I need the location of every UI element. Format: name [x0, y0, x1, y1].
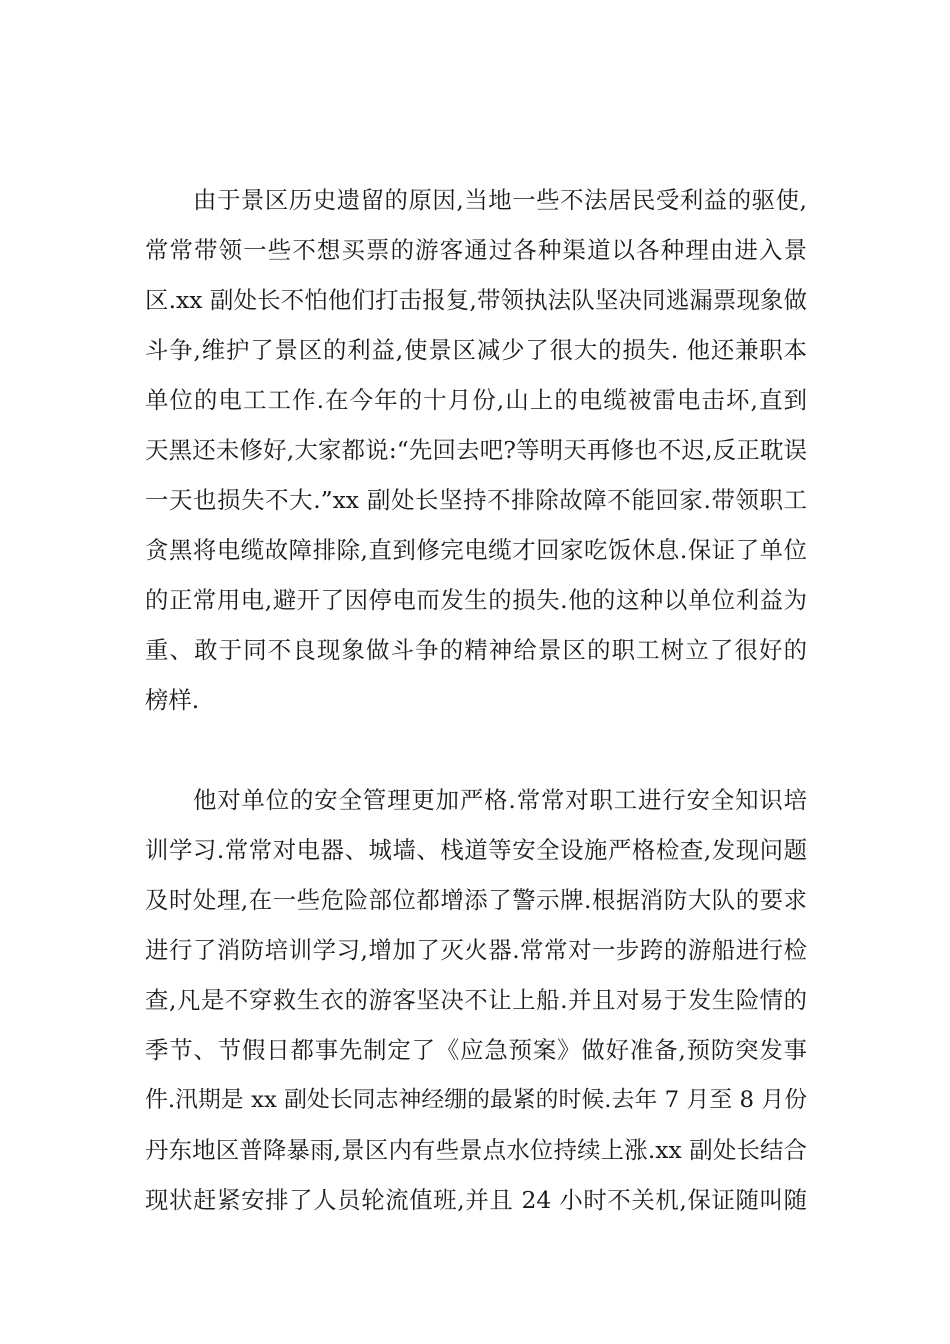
text-line: 榜样.	[145, 686, 200, 714]
text-line: 天黑还未修好,大家都说:“先回去吧?等明天再修也不迟,反正耽误	[145, 436, 807, 464]
text-line: 进行了消防培训学习,增加了灭火器.常常对一步跨的游船进行检	[145, 936, 807, 964]
text-line: 季节、节假日都事先制定了《应急预案》做好准备,预防突发事	[145, 1036, 807, 1064]
text-line: 单位的电工工作.在今年的十月份,山上的电缆被雷电击坏,直到	[145, 386, 807, 414]
text-line: 一天也损失不大.”xx 副处长坚持不排除故障不能回家.带领职工	[145, 486, 807, 514]
text-line: 他对单位的安全管理更加严格.常常对职工进行安全知识培	[193, 786, 807, 814]
text-line: 的正常用电,避开了因停电而发生的损失.他的这种以单位利益为	[145, 586, 807, 614]
text-line: 重、敢于同不良现象做斗争的精神给景区的职工树立了很好的	[145, 636, 807, 664]
text-line: 件.汛期是 xx 副处长同志神经绷的最紧的时候.去年 7 月至 8 月份	[145, 1087, 807, 1113]
text-line: 由于景区历史遗留的原因,当地一些不法居民受利益的驱使,	[193, 186, 807, 214]
text-line: 常常带领一些不想买票的游客通过各种渠道以各种理由进入景	[145, 236, 807, 264]
text-line: 丹东地区普降暴雨,景区内有些景点水位持续上涨.xx 副处长结合	[145, 1136, 807, 1164]
text-line: 贪黑将电缆故障排除,直到修完电缆才回家吃饭休息.保证了单位	[145, 536, 807, 564]
text-line: 及时处理,在一些危险部位都增添了警示牌.根据消防大队的要求	[145, 886, 807, 914]
text-line: 现状赶紧安排了人员轮流值班,并且 24 小时不关机,保证随叫随	[145, 1186, 807, 1214]
text-line: 训学习.常常对电器、城墙、栈道等安全设施严格检查,发现问题	[145, 836, 807, 864]
text-line: 斗争,维护了景区的利益,使景区减少了很大的损失. 他还兼职本	[145, 336, 807, 364]
text-line: 查,凡是不穿救生衣的游客坚决不让上船.并且对易于发生险情的	[145, 986, 807, 1014]
text-line: 区.xx 副处长不怕他们打击报复,带领执法队坚决同逃漏票现象做	[145, 286, 807, 314]
